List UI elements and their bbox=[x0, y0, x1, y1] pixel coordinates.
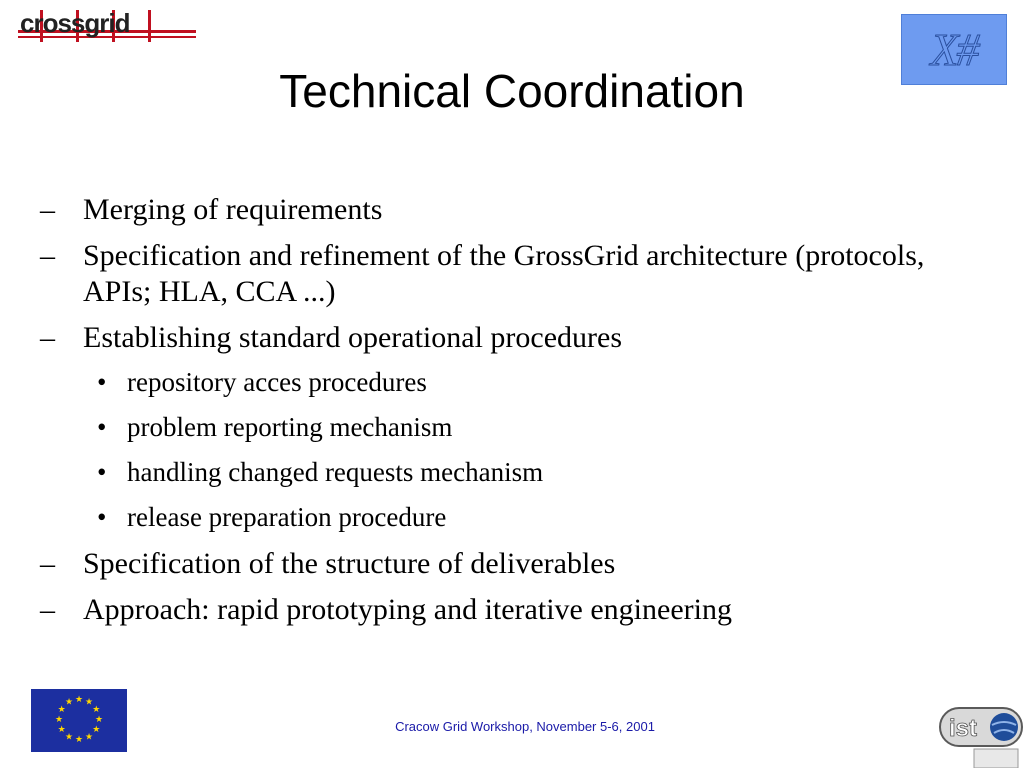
bullet-text: Establishing standard operational procedures bbox=[83, 321, 623, 354]
bullet-text: Merging of requirements bbox=[83, 193, 383, 226]
bullet-text: repository acces procedures bbox=[127, 367, 427, 397]
dash-marker: – bbox=[40, 547, 55, 580]
bullet-list bbox=[40, 192, 970, 638]
bullet-item bbox=[40, 320, 970, 356]
ist-logo bbox=[938, 705, 1024, 768]
bullet-item bbox=[40, 238, 970, 310]
bullet-text: Approach: rapid prototyping and iterative engineering bbox=[83, 593, 732, 626]
bullet-marker: • bbox=[97, 457, 107, 487]
slide-footer: Cracow Grid Workshop, November 5-6, 2001 bbox=[395, 719, 655, 734]
ist-logo-text: ist bbox=[949, 715, 978, 742]
eu-star-icon: ★ bbox=[54, 714, 64, 724]
sub-bullet-item bbox=[40, 456, 970, 488]
bullet-text: release preparation procedure bbox=[127, 502, 447, 532]
xsharp-logo-text: X# bbox=[930, 24, 978, 75]
eu-star-icon: ★ bbox=[84, 696, 94, 707]
bullet-item bbox=[40, 546, 970, 582]
eu-star-icon: ★ bbox=[57, 724, 66, 734]
bullet-item bbox=[40, 592, 970, 628]
svg-text:crossgrid: crossgrid bbox=[20, 8, 130, 38]
eu-star-icon: ★ bbox=[64, 731, 74, 742]
eu-star-icon: ★ bbox=[92, 724, 101, 734]
bullet-item bbox=[40, 192, 970, 228]
bullet-marker: • bbox=[97, 367, 107, 397]
bullet-marker: • bbox=[97, 502, 107, 532]
crossgrid-logo bbox=[18, 8, 196, 44]
dash-marker: – bbox=[40, 593, 55, 626]
bullet-marker: • bbox=[97, 412, 107, 442]
dash-marker: – bbox=[40, 239, 55, 272]
eu-star-icon: ★ bbox=[74, 734, 84, 744]
bullet-text: Specification of the structure of deliverables bbox=[83, 547, 616, 580]
bullet-text: problem reporting mechanism bbox=[127, 412, 453, 442]
eu-star-icon: ★ bbox=[94, 714, 104, 724]
slide-title: Technical Coordination bbox=[279, 65, 745, 117]
bullet-text: handling changed requests mechanism bbox=[127, 457, 544, 487]
sub-bullet-item bbox=[40, 366, 970, 398]
sub-bullet-item bbox=[40, 501, 970, 533]
eu-star-icon: ★ bbox=[84, 731, 94, 742]
eu-star-icon: ★ bbox=[64, 696, 74, 707]
sub-bullet-item bbox=[40, 411, 970, 443]
eu-star-icon: ★ bbox=[57, 704, 66, 714]
eu-flag-logo bbox=[31, 689, 127, 752]
dash-marker: – bbox=[40, 193, 55, 226]
eu-star-icon: ★ bbox=[92, 704, 101, 714]
bullet-text: Specification and refinement of the GrossGrid architecture (protocols, APIs; HLA, CCA ...) bbox=[83, 239, 925, 308]
eu-star-icon: ★ bbox=[74, 694, 84, 704]
dash-marker: – bbox=[40, 321, 55, 354]
